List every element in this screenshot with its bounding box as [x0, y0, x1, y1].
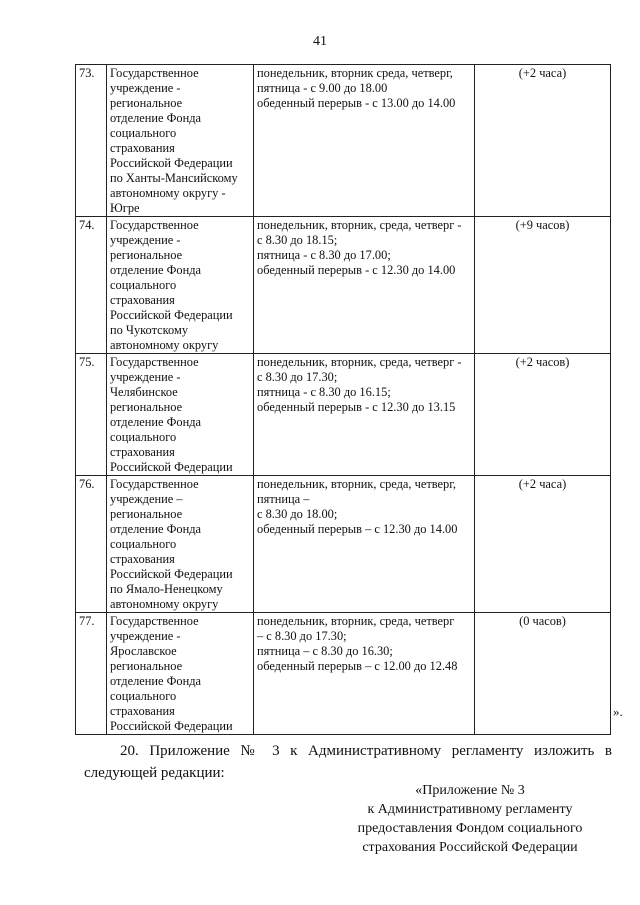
institution-name: Государственное учреждение – региональное отделение Фонда социального страхования Российской Федерации по Ямало-Ненецкому автономному округу [107, 476, 254, 613]
institution-name: Государственное учреждение - Ярославское региональное отделение Фонда социального страхования Российской Федерации [107, 613, 254, 735]
table-close-quote: ». [613, 704, 623, 719]
appendix-heading-line-1: «Приложение № 3 [415, 783, 525, 798]
appendix-heading-line-4: страхования Российской Федерации [362, 840, 578, 855]
table-row [76, 354, 611, 476]
appendix-heading-line-3: предоставления Фондом социального [357, 821, 583, 836]
page-number: 41 [313, 34, 327, 49]
row-number: 75. [76, 354, 107, 476]
amendment-paragraph-line-2: следующей редакции: [84, 765, 225, 781]
row-number: 76. [76, 476, 107, 613]
institution-name: Государственное учреждение - региональное отделение Фонда социального страхования Российской Федерации по Ханты-Мансийскому автономному округу - Югре [107, 65, 254, 217]
time-offset: (+2 часа) [475, 65, 611, 217]
time-offset: (+2 часа) [475, 476, 611, 613]
office-hours-table-body [76, 65, 611, 735]
institution-name: Государственное учреждение - региональное отделение Фонда социального страхования Российской Федерации по Чукотскому автономному округу [107, 217, 254, 354]
institution-name: Государственное учреждение - Челябинское региональное отделение Фонда социального страхования Российской Федерации [107, 354, 254, 476]
table-row [76, 476, 611, 613]
row-number: 74. [76, 217, 107, 354]
time-offset: (+2 часов) [475, 354, 611, 476]
working-hours: понедельник, вторник, среда, четверг – с 8.30 до 17.30; пятница – с 8.30 до 16.30; обеденный перерыв – с 12.00 до 12.48 [254, 613, 475, 735]
working-hours: понедельник, вторник, среда, четверг - с 8.30 до 17.30; пятница - с 8.30 до 16.15; обеденный перерыв - с 12.30 до 13.15 [254, 354, 475, 476]
amendment-paragraph-line-1: 20. Приложение № 3 к Административному регламенту изложить в [120, 743, 612, 759]
table-row [76, 65, 611, 217]
working-hours: понедельник, вторник, среда, четверг - с 8.30 до 18.15; пятница - с 8.30 до 17.00; обеденный перерыв - с 12.30 до 14.00 [254, 217, 475, 354]
row-number: 73. [76, 65, 107, 217]
table-row [76, 613, 611, 735]
time-offset: (+9 часов) [475, 217, 611, 354]
working-hours: понедельник, вторник, среда, четверг, пятница – с 8.30 до 18.00; обеденный перерыв – с 12.30 до 14.00 [254, 476, 475, 613]
table-row [76, 217, 611, 354]
appendix-heading-line-2: к Административному регламенту [367, 802, 573, 817]
appendix-heading [320, 781, 620, 857]
time-offset: (0 часов) [475, 613, 611, 735]
row-number: 77. [76, 613, 107, 735]
amendment-paragraph [84, 740, 612, 784]
working-hours: понедельник, вторник среда, четверг, пятница - с 9.00 до 18.00 обеденный перерыв - с 13.00 до 14.00 [254, 65, 475, 217]
office-hours-table [75, 64, 611, 735]
